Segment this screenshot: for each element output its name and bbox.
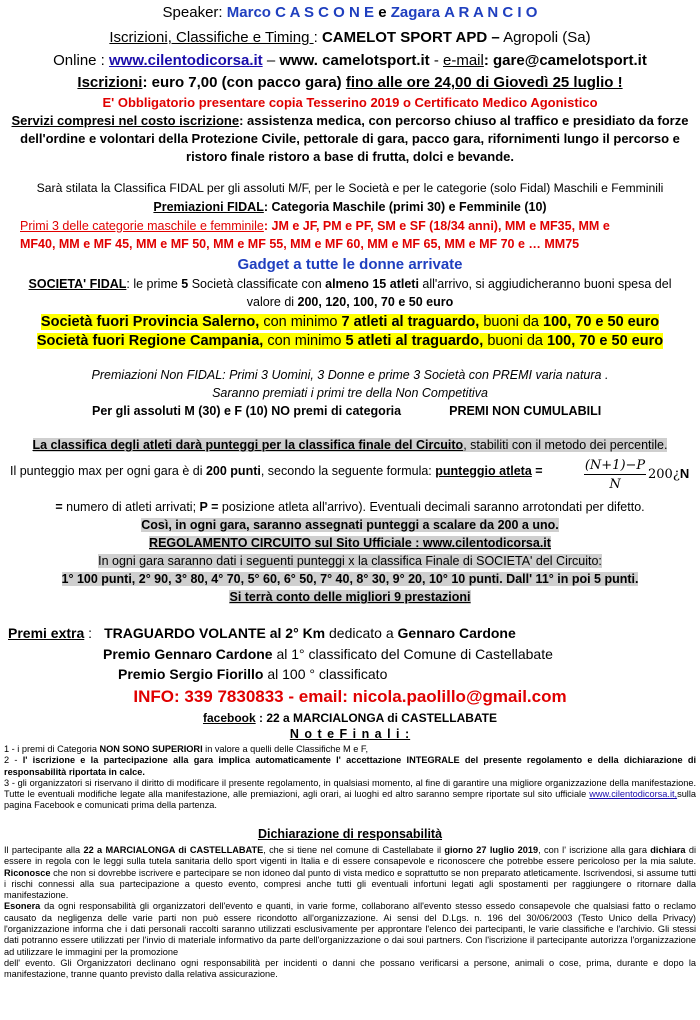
dich-c: , che si tiene nel comune di Castellabate il (263, 845, 445, 855)
societa-n: 5 (181, 277, 189, 291)
non-fidal-2: Saranno premiati i primi tre della Non Competitiva (212, 386, 488, 400)
fp-b: con minimo (259, 314, 342, 330)
punti-line (0, 572, 700, 586)
societa-circuito-text: In ogni gara saranno dati i seguenti punteggi x la classifica Finale di SOCIETA' del Circuito: (98, 554, 602, 568)
timing-company: CAMELOT SPORT APD (321, 29, 488, 46)
societa-fidal-line1 (0, 277, 700, 291)
gadget-line: Gadget a tutte le donne arrivate (237, 256, 463, 273)
regolamento-text: REGOLAMENTO CIRCUITO sul Sito Ufficiale : www.cilentodicorsa.it (149, 536, 551, 550)
premio2-b: al 100 ° classificato (263, 666, 388, 682)
speaker-name2: Zagara (390, 4, 440, 21)
speaker-label: Speaker: (162, 4, 223, 21)
dich-h: Riconosce (4, 867, 51, 878)
circuito-line (0, 438, 700, 452)
numero-c: P = (199, 500, 219, 514)
timing-dash: – (487, 29, 500, 46)
note-1 (4, 744, 696, 755)
primi3-text1: : JM e JF, PM e PF, SM e SF (18/34 anni), MM e MF35, MM e (263, 219, 610, 233)
societa-t3: all'arrivo, si aggiudicheranno buoni spesa del (418, 277, 672, 291)
note2-a: 2 - (4, 755, 23, 766)
premi-extra-t1: TRAGUARDO VOLANTE al 2° Km (104, 625, 326, 641)
obbligo-line: E' Obbligatorio presentare copia Tesserino 2019 o Certificato Medico Agonistico (102, 95, 598, 110)
assoluti-a: Per gli assoluti M (30) e F (10) NO premi di categoria (92, 404, 402, 418)
info-line: INFO: 339 7830833 - email: nicola.paolillo@gmail.com (133, 687, 567, 706)
formula-denominator: N (609, 477, 621, 492)
speaker-line (0, 4, 700, 21)
timing-line (0, 29, 700, 46)
fee-deadline: fino alle ore 24,00 di Giovedì 25 luglio ! (345, 74, 623, 91)
premio1-a: Premio Gennaro Cardone (103, 646, 273, 662)
fuori-provincia (41, 314, 659, 330)
dich-b: 22 a MARCIALONGA di CASTELLABATE (83, 845, 264, 855)
timing-place: Agropoli (Sa) (499, 29, 591, 46)
dich-d: giorno 27 luglio 2019 (444, 845, 539, 855)
numero-a: = (55, 500, 63, 514)
punteggio-b: 200 punti (205, 464, 261, 478)
fee-line (0, 74, 700, 91)
primi3-line2: MF40, MM e MF 45, MM e MF 50, MM e MF 55, MM e MF 60, MM e MF 65, MM e MF 70 e … MM75 (20, 237, 580, 251)
premiazioni-fidal-label: Premiazioni FIDAL (153, 200, 264, 214)
punti-text: 1° 100 punti, 2° 90, 3° 80, 4° 70, 5° 60, 6° 50, 7° 40, 8° 30, 9° 20, 10° 10 punti. Dall' 11° in poi 5 punti. (61, 572, 639, 586)
note1-c: in valore a quelli delle Classifiche M e F, (202, 744, 369, 754)
punteggio-d: punteggio atleta (435, 464, 532, 478)
fuori-regione (37, 333, 663, 349)
numero-b: numero di atleti arrivati; (62, 500, 200, 514)
dich-a: Il partecipante alla (4, 845, 84, 855)
circuito-b: , stabiliti con il metodo dei percentile. (463, 438, 668, 452)
numero-line (0, 500, 700, 514)
timing-label: Iscrizioni, Classifiche e Timing (109, 29, 314, 46)
dich-p3: dell' evento. Gli Organizzatori declinano ogni responsabilità per incidenti o danni che possano verificarsi a persone, animali o cose, prima, durante e dopo la manifestazione, tranne quanto previsto dalla relativa assicurazione. (4, 957, 696, 980)
circuito-a: La classifica degli atleti darà punteggi per la classifica finale del Circuito (32, 438, 464, 452)
premio1-b: al 1° classificato del Comune di Castellabate (272, 646, 553, 662)
premi-extra-line (8, 625, 698, 641)
assoluti-line (92, 404, 692, 418)
migliori-text: Si terrà conto delle migliori 9 prestazioni (229, 590, 471, 604)
dich-e: , con l' iscrizione alla gara (538, 845, 651, 855)
note-2 (4, 755, 696, 778)
note3-a: 3 - gli organizzatori si riservano il diritto di modificare il presente regolamento, in qualsiasi momento, al fine di garantire una migliore organizzazione della manifestazione. Tutte le eventuali modifiche legate alla manifestazione, alle premiazioni, agli orari, ai luoghi ed altro saranno sempre riportate sul sito ufficiale (4, 777, 696, 800)
societa-circuito-line (0, 554, 700, 568)
premi-extra-t3: Gennaro Cardone (397, 625, 516, 641)
speaker-surname1: C A S C O N E (275, 4, 375, 21)
note-title: N o t e F i n a l i : (289, 727, 411, 741)
dich-j: Esonera (4, 901, 41, 912)
dich-title: Dichiarazione di responsabilità (257, 827, 443, 841)
note2-b: l' iscrizione e la partecipazione alla gara implica automaticamente l' accettazione INTEGRALE del presente regolamento e della dichiarazione di responsabilità riportata in calce. (4, 755, 697, 777)
speaker-name1: Marco (226, 4, 271, 21)
regolamento-line (0, 536, 700, 550)
societa-min: almeno 15 atleti (325, 277, 419, 291)
premiazioni-fidal (0, 200, 700, 214)
assoluti-b: PREMI NON CUMULABILI (449, 404, 602, 418)
cosi-line (0, 518, 700, 532)
societa-values: 200, 120, 100, 70 e 50 euro (297, 295, 454, 309)
fuori-block (0, 313, 700, 351)
servizi-label: Servizi compresi nel costo iscrizione (11, 113, 240, 128)
note-3 (4, 778, 696, 812)
site-camelot: www. camelotsport.it (279, 52, 430, 69)
formula-symbol: ¿ (672, 467, 680, 482)
formula-fraction (584, 458, 646, 492)
fp-a: Società fuori Provincia Salerno, (40, 314, 260, 330)
speaker-and: e (378, 4, 387, 21)
speaker-surname2: A R A N C I O (444, 4, 538, 21)
societa-t1: : le prime (126, 277, 182, 291)
societa-fidal-label: SOCIETA' FIDAL (28, 277, 127, 291)
note3-site-link[interactable]: www.cilentodicorsa.it, (589, 789, 678, 800)
punteggio-eq: = (531, 464, 543, 478)
migliori-line (0, 590, 700, 604)
circuito-gray (33, 438, 668, 452)
premiazioni-fidal-text: : Categoria Maschile (primi 30) e Femminile (10) (263, 200, 547, 214)
fp-d: buoni da (479, 314, 543, 330)
primi3-label: Primi 3 delle categorie maschile e femminile (20, 219, 264, 233)
facebook-line (0, 711, 700, 725)
site-link-cilento[interactable]: www.cilentodicorsa.it (109, 52, 263, 69)
societa-t2: Società classificate con (188, 277, 326, 291)
servizi-block (8, 112, 692, 166)
servizi-text: : assistenza medica, con percorso chiuso al traffico e presidiato da forze dell'ordine e volontari della Protezione Civile, pettorale di gara, pacco gara, rifornimenti lungo il percorso e ristoro finale ristoro a base di frutta, dolci e bevande. (20, 113, 689, 164)
punteggio-a: Il punteggio max per ogni gara è di (10, 464, 206, 478)
dich-f: dichiara (650, 845, 686, 855)
fr-e: 100, 70 e 50 euro (547, 333, 664, 349)
fr-c: 5 atleti al traguardo, (345, 333, 484, 349)
primi3-line1 (20, 219, 696, 233)
premi-extra-label: Premi extra (8, 625, 85, 641)
non-fidal-1: Premiazioni Non FIDAL: Primi 3 Uomini, 3 Donne e prime 3 Società con PREMI varia natura . (91, 368, 609, 382)
fee-label: Iscrizioni (77, 74, 143, 91)
fee-text: : euro 7,00 (con pacco gara) (142, 74, 346, 91)
timing-sep: : (313, 29, 318, 46)
societa-fidal-line2 (0, 295, 700, 309)
fp-c: 7 atleti al traguardo, (341, 314, 480, 330)
classifica-fidal: Sarà stilata la Classifica FIDAL per gli assoluti M/F, per le Società e per le categorie (solo Fidal) Maschili e Femminili (36, 181, 664, 195)
formula-200: 200 (648, 467, 673, 482)
dich-p1 (4, 845, 696, 901)
online-line (0, 52, 700, 69)
dich-i: che non si dovrebbe iscrivere e partecipare se non idoneo dal punto di vista medico e soprattutto se non preparato atleticamente. Iscrivendosi, si assume tutti i rischi connessi alla sua partecipazione a questo evento, compresi anche tutti gli eventuali infortuni legati agli spostamenti per raggiungere o ritornare dalla manifestazione. (4, 867, 696, 901)
dich-block (0, 845, 700, 981)
fr-a: Società fuori Regione Campania, (36, 333, 264, 349)
fp-e: 100, 70 e 50 euro (543, 314, 660, 330)
online-dash2: - (429, 52, 443, 69)
note1-a: 1 - i premi di Categoria (4, 744, 100, 754)
fr-d: buoni da (483, 333, 548, 349)
formula-numerator: (N+1)−P (584, 458, 646, 473)
note1-b: NON SONO SUPERIORI (99, 744, 203, 754)
email-camelot: : gare@camelotsport.it (483, 52, 647, 69)
formula-n: N (679, 466, 690, 481)
premio2-line (118, 666, 693, 682)
punteggio-line (10, 458, 698, 498)
facebook-label: facebook (202, 711, 256, 725)
societa-t4: valore di (246, 295, 298, 309)
online-label: Online : (53, 52, 110, 69)
numero-d: posizione atleta all'arrivo). Eventuali decimali saranno arrotondati per difetto. (218, 500, 645, 514)
cosi-text: Così, in ogni gara, saranno assegnati punteggi a scalare da 200 a uno. (141, 518, 559, 532)
note3-b: sulla pagina Facebook e comunicati prima della partenza. (4, 789, 696, 811)
dich-k: da ogni responsabilità gli organizzatori dell'evento e quanti, in varie forme, collaborano all'evento stesso essedo consapevole che qualsiasi fatto o reclamo causato da negligenza delle varie parti non può essere ricondotto all'organizzazione. Ai sensi del D.Lgs. n. 196 del 30/06/2003 (Testo Unico della Privacy) l'organizzazione informa che i dati personali raccolti saranno utilizzati esclusivamente per approntare l'elenco dei partecipanti, le varie classifiche e l'archivio. Gli stessi dati potranno essere utilizzati per l'invio di materiale informativo da parte dell'organizzazione o dai soui partners. Con l'iscrizione il partecipante autorizza l'organizzazione ad utilizzare le immagini per la promozione (4, 901, 696, 957)
facebook-text: : 22 a MARCIALONGA di CASTELLABATE (255, 711, 498, 725)
premio2-a: Premio Sergio Fiorillo (118, 666, 264, 682)
premi-extra-t2: dedicato a (325, 625, 398, 641)
note-block (0, 744, 700, 812)
dich-g: di essere in regola con le leggi sulla tutela sanitaria dello sport vigenti in Italia e di essere consapevole e riconoscere che potrebbe essere pericoloso per la mia salute. (4, 845, 696, 867)
punteggio-c: , secondo la seguente formula: (260, 464, 436, 478)
email-label: e-mail (443, 52, 484, 69)
fr-b: con minimo (263, 333, 346, 349)
dich-p2 (4, 901, 696, 957)
premio1-line (103, 646, 693, 662)
premi-extra-colon: : (84, 625, 93, 641)
online-dash1: – (262, 52, 280, 69)
